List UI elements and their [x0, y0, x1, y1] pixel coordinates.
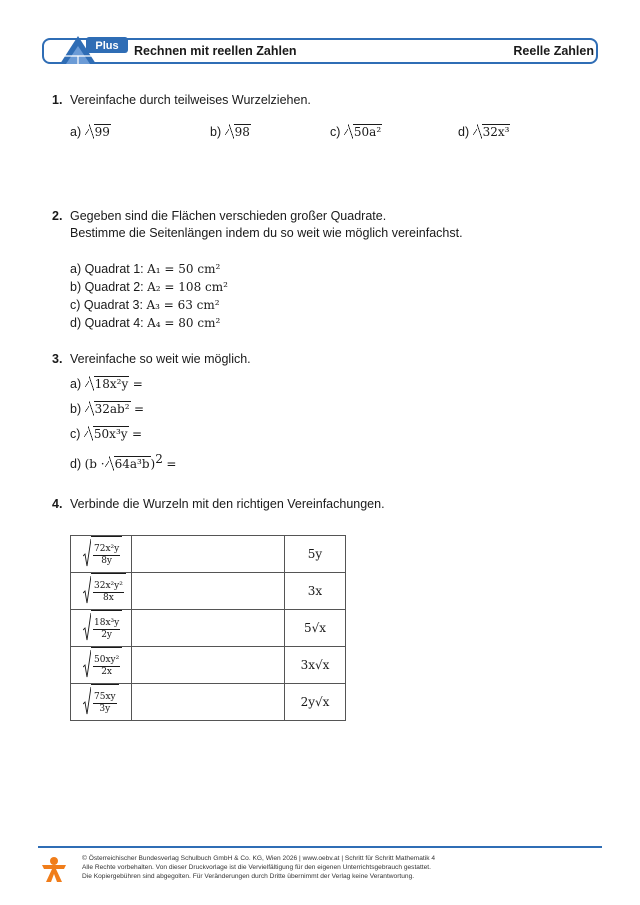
footer-line-1: © Österreichischer Bundesverlag Schulbuch GmbH & Co. KG, Wien 2026 | www.oebv.at | Schritt für Schritt Mathematik 4	[82, 855, 436, 862]
task2-text-2: Bestimme die Seitenlängen indem du so weit wie möglich vereinfachst.	[70, 226, 463, 240]
root-cell: $\frac{\text{18x³y}}{2y}$	[71, 610, 132, 647]
table-row	[71, 536, 346, 573]
table-row	[71, 573, 346, 610]
task2-number: 2.	[52, 209, 63, 223]
task1-item-b: b) 98	[210, 125, 250, 139]
task2-item-c: c) Quadrat 3: A₃ = 63 cm²	[70, 298, 220, 312]
connect-area[interactable]	[132, 610, 285, 647]
simplification-cell: 3x√x	[285, 647, 346, 684]
task2-text-1: Gegeben sind die Flächen verschieden großer Quadrate.	[70, 209, 387, 223]
matching-table	[70, 535, 346, 721]
task1-number: 1.	[52, 93, 63, 107]
task1-item-a: a) 99	[70, 125, 110, 139]
task4-text: Verbinde die Wurzeln mit den richtigen Vereinfachungen.	[70, 497, 385, 511]
oebv-logo-icon	[40, 855, 68, 883]
root-cell: $\frac{75xy}{3y}$	[71, 684, 132, 721]
plus-logo	[56, 34, 130, 66]
task1-item-c: c) 50a²	[330, 125, 382, 139]
task2-item-d: d) Quadrat 4: A₄ = 80 cm²	[70, 316, 221, 330]
connect-area[interactable]	[132, 536, 285, 573]
task1-text: Vereinfache durch teilweises Wurzelziehen.	[70, 93, 311, 107]
task3-item-b: b) 32ab² =	[70, 402, 145, 416]
topic-label: Reelle Zahlen	[513, 44, 594, 58]
footer-text	[82, 854, 435, 882]
task3-item-c: c) 50x³y =	[70, 427, 143, 441]
task2-item-a: a) Quadrat 1: A₁ = 50 cm²	[70, 262, 221, 276]
task4-number: 4.	[52, 497, 63, 511]
footer-line-3: Die Kopiergebühren sind abgegolten. Für Veränderungen durch Dritte übernimmt der Verlag keine Verantwortung.	[82, 873, 415, 881]
root-cell: $\frac{\text{50xy²}}{2x}$	[71, 647, 132, 684]
task3-number: 3.	[52, 352, 63, 366]
footer-divider	[38, 846, 602, 848]
task2-item-b: b) Quadrat 2: A₂ = 108 cm²	[70, 280, 228, 294]
connect-area[interactable]	[132, 573, 285, 610]
task3-text: Vereinfache so weit wie möglich.	[70, 352, 251, 366]
task3-item-d: d) $(b \cdot 64a^3b)^2$ =	[70, 452, 177, 472]
connect-area[interactable]	[132, 647, 285, 684]
root-cell: $\frac{\text{72x²y}}{8y}$	[71, 536, 132, 573]
table-row	[71, 610, 346, 647]
simplification-cell: 2y√x	[285, 684, 346, 721]
table-row	[71, 647, 346, 684]
task1-item-d: d) 32x³	[458, 125, 510, 139]
simplification-cell: 3x	[285, 573, 346, 610]
footer-line-2: Alle Rechte vorbehalten. Von dieser Druckvorlage ist die Vervielfältigung für den eigenen Unterrichtsgebrauch gestattet.	[82, 864, 431, 872]
logo-text: Plus	[95, 40, 119, 52]
task3-item-a: a) 18x²y =	[70, 377, 143, 391]
simplification-cell: 5y	[285, 536, 346, 573]
simplification-cell: 5√x	[285, 610, 346, 647]
connect-area[interactable]	[132, 684, 285, 721]
root-cell: $\frac{\text{32x²y²}}{8x}$	[71, 573, 132, 610]
table-row	[71, 684, 346, 721]
page-title: Rechnen mit reellen Zahlen	[134, 44, 297, 58]
